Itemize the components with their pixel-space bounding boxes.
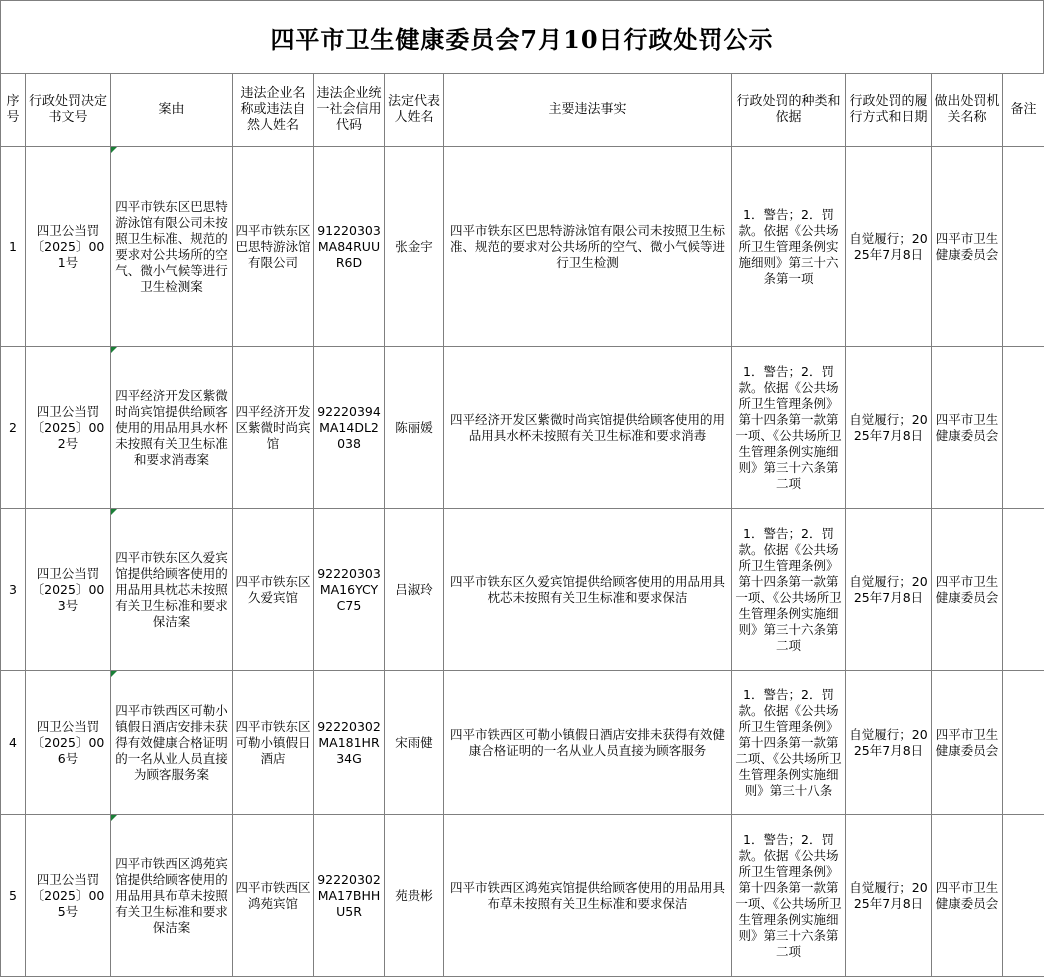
header-remark: 备注 xyxy=(1003,74,1044,147)
cell-facts: 四平市铁西区鸿苑宾馆提供给顾客使用的用品用具布草未按照有关卫生标准和要求保洁 xyxy=(444,815,732,977)
cell-fulfill: 自觉履行；2025年7月8日 xyxy=(846,347,932,509)
header-doc-no: 行政处罚决定书文号 xyxy=(26,74,111,147)
cell-case: 四平市铁西区鸿苑宾馆提供给顾客使用的用品用具布草未按照有关卫生标准和要求保洁案 xyxy=(111,815,233,977)
cell-facts: 四平市铁西区可勒小镇假日酒店安排未获得有效健康合格证明的一名从业人员直接为顾客服务 xyxy=(444,671,732,815)
cell-remark xyxy=(1003,147,1044,347)
cell-case: 四平市铁西区可勒小镇假日酒店安排未获得有效健康合格证明的一名从业人员直接为顾客服务案 xyxy=(111,671,233,815)
cell-case: 四平市铁东区巴思特游泳馆有限公司未按照卫生标准、规范的要求对公共场所的空气、微小气候等进行卫生检测案 xyxy=(111,147,233,347)
table-row xyxy=(1,815,1044,977)
cell-agency: 四平市卫生健康委员会 xyxy=(932,347,1003,509)
cell-party: 四平市铁东区巴思特游泳馆有限公司 xyxy=(233,147,314,347)
cell-agency: 四平市卫生健康委员会 xyxy=(932,147,1003,347)
header-seq: 序号 xyxy=(1,74,26,147)
table-row xyxy=(1,509,1044,671)
cell-seq: 1 xyxy=(1,147,26,347)
cell-doc-no: 四卫公当罚〔2025〕001号 xyxy=(26,147,111,347)
header-case: 案由 xyxy=(111,74,233,147)
cell-fulfill: 自觉履行；2025年7月8日 xyxy=(846,147,932,347)
cell-doc-no: 四卫公当罚〔2025〕002号 xyxy=(26,347,111,509)
cell-remark xyxy=(1003,671,1044,815)
cell-facts: 四平经济开发区紫微时尚宾馆提供给顾客使用的用品用具水杯未按照有关卫生标准和要求消毒 xyxy=(444,347,732,509)
header-rep: 法定代表人姓名 xyxy=(385,74,444,147)
cell-remark xyxy=(1003,509,1044,671)
cell-agency: 四平市卫生健康委员会 xyxy=(932,509,1003,671)
cell-rep: 宋雨健 xyxy=(385,671,444,815)
header-party: 违法企业名称或违法自然人姓名 xyxy=(233,74,314,147)
cell-doc-no: 四卫公当罚〔2025〕005号 xyxy=(26,815,111,977)
cell-seq: 2 xyxy=(1,347,26,509)
cell-facts: 四平市铁东区巴思特游泳馆有限公司未按照卫生标准、规范的要求对公共场所的空气、微小气候等进行卫生检测 xyxy=(444,147,732,347)
header-penalty: 行政处罚的种类和依据 xyxy=(732,74,846,147)
cell-case: 四平经济开发区紫微时尚宾馆提供给顾客使用的用品用具水杯未按照有关卫生标准和要求消毒案 xyxy=(111,347,233,509)
cell-remark xyxy=(1003,347,1044,509)
cell-penalty: 1．警告；2．罚款。依据《公共场所卫生管理条例实施细则》第三十六条第一项 xyxy=(732,147,846,347)
cell-doc-no: 四卫公当罚〔2025〕006号 xyxy=(26,671,111,815)
cell-rep: 吕淑玲 xyxy=(385,509,444,671)
cell-doc-no: 四卫公当罚〔2025〕003号 xyxy=(26,509,111,671)
cell-party: 四平市铁东区久爱宾馆 xyxy=(233,509,314,671)
cell-seq: 4 xyxy=(1,671,26,815)
cell-rep: 苑贵彬 xyxy=(385,815,444,977)
cell-fulfill: 自觉履行；2025年7月8日 xyxy=(846,815,932,977)
cell-penalty: 1．警告；2．罚款。依据《公共场所卫生管理条例》第十四条第一款第一项、《公共场所卫生管理条例实施细则》第三十六条第二项 xyxy=(732,509,846,671)
header-fulfill: 行政处罚的履行方式和日期 xyxy=(846,74,932,147)
page-title: 四平市卫生健康委员会7月10日行政处罚公示 xyxy=(0,0,1044,73)
cell-credit-code: 92220394MA14DL2038 xyxy=(314,347,385,509)
header-facts: 主要违法事实 xyxy=(444,74,732,147)
table-header-row xyxy=(1,74,1044,147)
cell-fulfill: 自觉履行；2025年7月8日 xyxy=(846,671,932,815)
penalty-table xyxy=(0,73,1044,977)
table-row xyxy=(1,147,1044,347)
cell-agency: 四平市卫生健康委员会 xyxy=(932,671,1003,815)
cell-credit-code: 92220303MA16YCYC75 xyxy=(314,509,385,671)
cell-penalty: 1．警告；2．罚款。依据《公共场所卫生管理条例》第十四条第一款第一项、《公共场所卫生管理条例实施细则》第三十六条第二项 xyxy=(732,815,846,977)
cell-case: 四平市铁东区久爱宾馆提供给顾客使用的用品用具枕芯未按照有关卫生标准和要求保洁案 xyxy=(111,509,233,671)
cell-rep: 陈丽媛 xyxy=(385,347,444,509)
cell-agency: 四平市卫生健康委员会 xyxy=(932,815,1003,977)
table-row xyxy=(1,671,1044,815)
cell-fulfill: 自觉履行；2025年7月8日 xyxy=(846,509,932,671)
table-row xyxy=(1,347,1044,509)
cell-credit-code: 91220303MA84RUUR6D xyxy=(314,147,385,347)
cell-party: 四平经济开发区紫微时尚宾馆 xyxy=(233,347,314,509)
cell-credit-code: 92220302MA17BHHU5R xyxy=(314,815,385,977)
cell-party: 四平市铁西区鸿苑宾馆 xyxy=(233,815,314,977)
cell-seq: 3 xyxy=(1,509,26,671)
cell-rep: 张金宇 xyxy=(385,147,444,347)
cell-remark xyxy=(1003,815,1044,977)
cell-penalty: 1．警告；2．罚款。依据《公共场所卫生管理条例》第十四条第一款第一项、《公共场所卫生管理条例实施细则》第三十六条第二项 xyxy=(732,347,846,509)
cell-penalty: 1．警告；2．罚款。依据《公共场所卫生管理条例》第十四条第一款第二项、《公共场所卫生管理条例实施细则》第三十八条 xyxy=(732,671,846,815)
header-credit-code: 违法企业统一社会信用代码 xyxy=(314,74,385,147)
cell-credit-code: 92220302MA181HR34G xyxy=(314,671,385,815)
cell-seq: 5 xyxy=(1,815,26,977)
header-agency: 做出处罚机关名称 xyxy=(932,74,1003,147)
cell-facts: 四平市铁东区久爱宾馆提供给顾客使用的用品用具枕芯未按照有关卫生标准和要求保洁 xyxy=(444,509,732,671)
cell-party: 四平市铁东区可勒小镇假日酒店 xyxy=(233,671,314,815)
